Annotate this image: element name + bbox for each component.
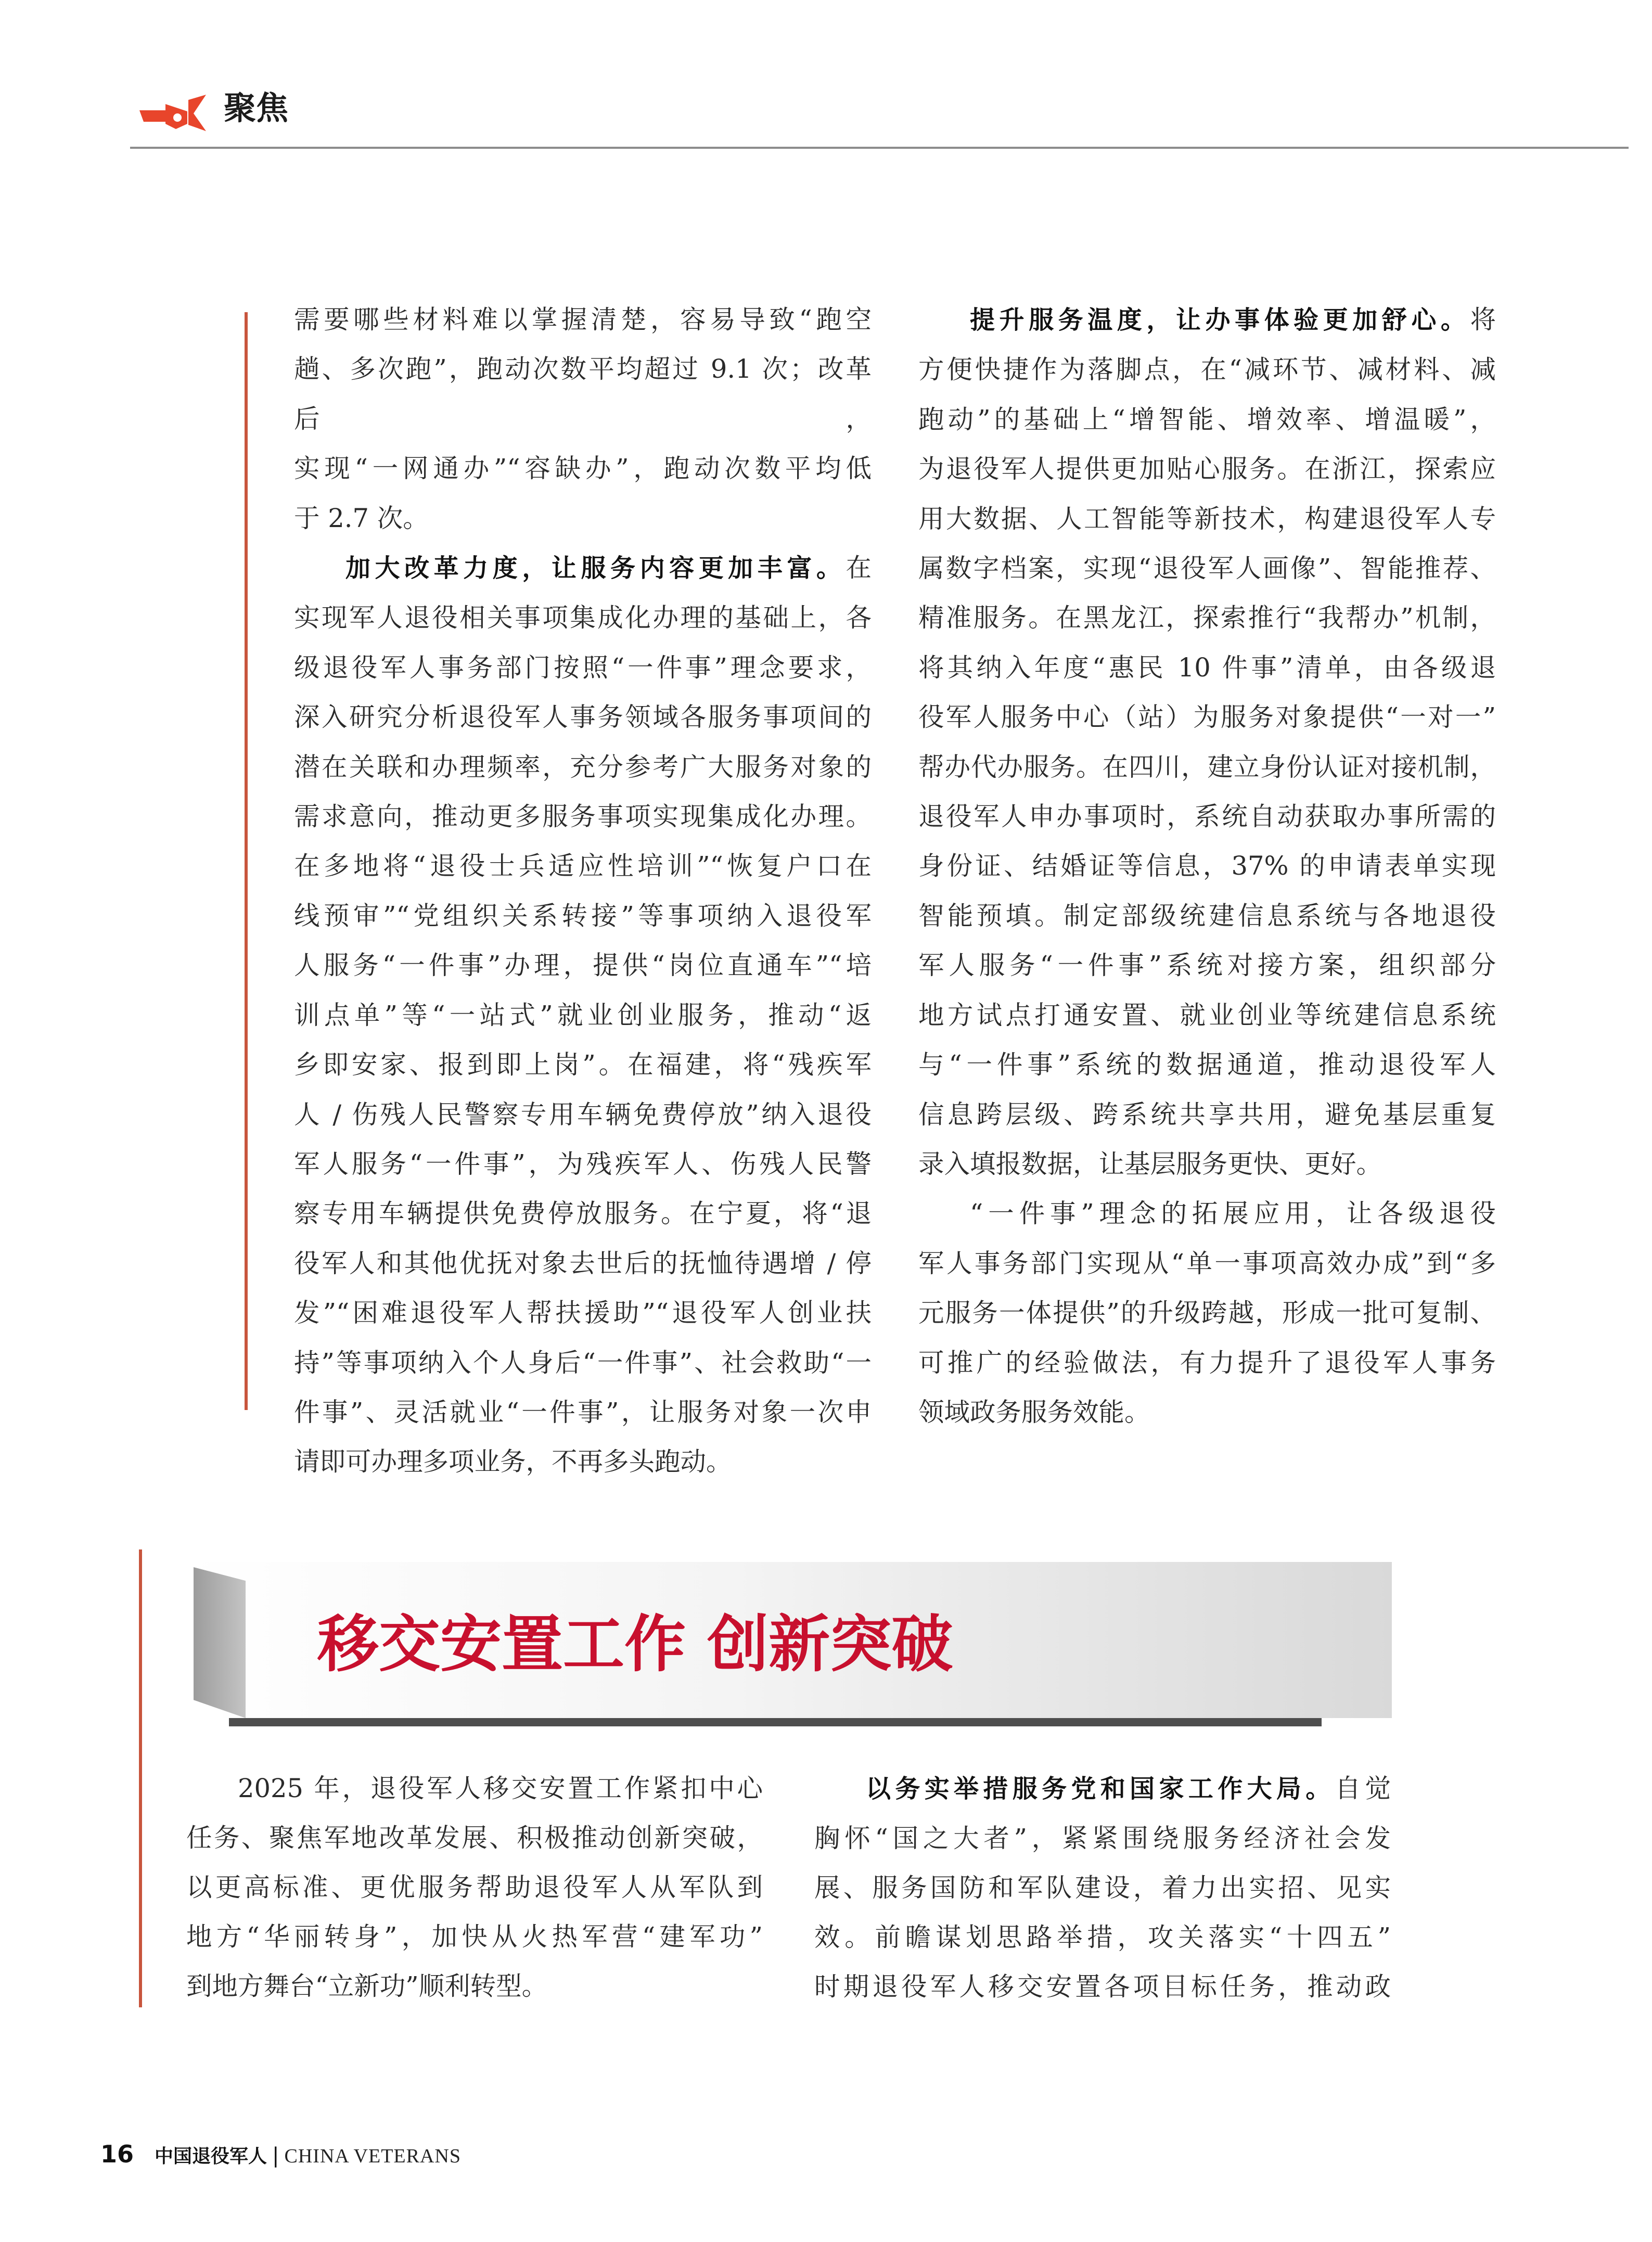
- section-accent-bar: [139, 1549, 142, 2007]
- text-line: 退役军人申办事项时，系统自动获取办事所需的: [918, 801, 1496, 832]
- text-line: 军人服务“一件事”，为残疾军人、伤残人民警: [294, 1148, 872, 1179]
- text-line: 元服务一体提供”的升级跨越，形成一批可复制、: [918, 1298, 1496, 1328]
- header-divider: [130, 147, 1629, 149]
- text-line: 实现“一网通办”“容缺办”，跑动次数平均低: [294, 453, 872, 484]
- text-line: 人 / 伤残人民警察专用车辆免费停放”纳入退役: [294, 1099, 872, 1130]
- text-line: 用大数据、人工智能等新技术，构建退役军人专: [918, 503, 1496, 534]
- text-line: 训点单”等“一站式”就业创业服务，推动“返: [294, 1000, 872, 1030]
- text-line: 役军人服务中心（站）为服务对象提供“一对一”: [918, 702, 1496, 733]
- text-line: 帮办代办服务。在四川，建立身份认证对接机制，: [918, 751, 1496, 782]
- text-line: 请即可办理多项业务，不再多头跑动。: [294, 1446, 732, 1477]
- banner-fold: [194, 1567, 246, 1718]
- left-accent-bar: [245, 312, 248, 1410]
- text-line: 将其纳入年度“惠民 10 件事”清单，由各级退: [918, 652, 1496, 683]
- text-line: 跑动”的基础上“增智能、增效率、增温暖”，: [918, 404, 1496, 434]
- text-line: 察专用车辆提供免费停放服务。在宁夏，将“退: [294, 1198, 872, 1229]
- magazine-name-en: CHINA VETERANS: [284, 2145, 462, 2167]
- page-number: 16: [100, 2140, 134, 2168]
- text-line: 与“一件事”系统的数据通道，推动退役军人: [918, 1049, 1496, 1080]
- text-line: 需要哪些材料难以掌握清楚，容易导致“跑空: [294, 304, 872, 335]
- text-line: 方便快捷作为落脚点，在“减环节、减材料、减: [918, 354, 1496, 385]
- text-line: 到地方舞台“立新功”顺利转型。: [186, 1971, 548, 2001]
- text-line: 领域政务服务效能。: [918, 1397, 1150, 1427]
- reform-heading: 加大改革力度，让服务内容更加丰富。: [345, 554, 846, 583]
- section-banner-title: 移交安置工作 创新突破: [317, 1608, 953, 1680]
- text-line: 胸怀“国之大者”，紧紧围绕服务经济社会发: [814, 1823, 1391, 1853]
- text-line: 件事”、灵活就业“一件事”，让服务对象一次申: [294, 1397, 872, 1427]
- text-line: 乡即安家、报到即上岗”。在福建，将“残疾军: [294, 1049, 872, 1080]
- text-line: 录入填报数据，让基层服务更快、更好。: [918, 1148, 1382, 1179]
- text-line: 信息跨层级、跨系统共享共用，避免基层重复: [918, 1099, 1496, 1130]
- text-line: 地方“华丽转身”，加快从火热军营“建军功”: [186, 1921, 763, 1952]
- text-line: 人服务“一件事”办理，提供“岗位直通车”“培: [294, 950, 872, 981]
- text-line: “一件事”理念的拓展应用，让各级退役: [970, 1198, 1496, 1229]
- page-footer: [100, 2138, 461, 2170]
- service-heading: 以务实举措服务党和国家工作大局。: [866, 1774, 1335, 1803]
- magazine-name: 中国退役军人: [155, 2146, 267, 2167]
- paragraph-warmth-start: [918, 295, 1496, 345]
- text-line: 实现军人退役相关事项集成化办理的基础上，各: [294, 603, 872, 633]
- section-title: 聚焦: [224, 89, 289, 127]
- text-line: 线预审”“党组织关系转接”等事项纳入退役军: [294, 900, 872, 931]
- text-line: 展、服务国防和军队建设，着力出实招、见实: [814, 1873, 1391, 1903]
- section2-right-column: [814, 1764, 1391, 2012]
- paragraph-reform-start: [294, 543, 872, 593]
- article-right-column: [918, 295, 1496, 1437]
- text-line: 可推广的经验做法，有力提升了退役军人事务: [918, 1347, 1496, 1378]
- warmth-heading: 提升服务温度，让办事体验更加舒心。: [970, 305, 1470, 335]
- text-line: 军人事务部门实现从“单一事项高效办成”到“多: [918, 1248, 1496, 1278]
- footer-separator: |: [272, 2144, 279, 2168]
- text-line: 智能预填。制定部级统建信息系统与各地退役: [918, 900, 1496, 931]
- article-left-column: [294, 295, 872, 1487]
- text-line: 需求意向，推动更多服务事项实现集成化办理。: [294, 801, 872, 832]
- text-line: 为退役军人提供更加贴心服务。在浙江，探索应: [918, 454, 1496, 484]
- text-line: 深入研究分析退役军人事务领域各服务事项间的: [294, 702, 872, 733]
- section2-left-column: [186, 1764, 763, 2011]
- text-line: 在多地将“退役士兵适应性培训”“恢复户口在: [294, 851, 872, 881]
- text-line: 在: [846, 553, 872, 583]
- text-line: 精准服务。在黑龙江，探索推行“我帮办”机制，: [918, 603, 1496, 633]
- text-line: 役军人和其他优抚对象去世后的抚恤待遇增 / 停: [294, 1248, 872, 1278]
- text-line: 地方试点打通安置、就业创业等统建信息系统: [918, 1000, 1496, 1030]
- text-line: 时期退役军人移交安置各项目标任务，推动政: [814, 1971, 1391, 2002]
- text-line: 潜在关联和办理频率，充分参考广大服务对象的: [294, 751, 872, 782]
- header-logo-icon: [139, 93, 207, 134]
- text-line: 军人服务“一件事”系统对接方案，组织部分: [918, 950, 1496, 981]
- text-line: 趟、多次跑”，跑动次数平均超过 9.1 次；改革后，: [294, 354, 872, 434]
- text-line: 效。前瞻谋划思路举措，攻关落实“十四五”: [814, 1922, 1391, 1952]
- text-line: 级退役军人事务部门按照“一件事”理念要求，: [294, 652, 872, 683]
- paragraph-service-start: [814, 1764, 1391, 1814]
- text-line: 身份证、结婚证等信息，37% 的申请表单实现: [918, 851, 1496, 881]
- text-line: 任务、聚焦军地改革发展、积极推动创新突破，: [186, 1823, 763, 1853]
- text-line: 2025 年，退役军人移交安置工作紧扣中心: [238, 1773, 763, 1803]
- text-line: 发”“困难退役军人帮扶援助”“退役军人创业扶: [294, 1298, 872, 1328]
- text-line: 自觉: [1335, 1773, 1391, 1803]
- text-line: 持”等事项纳入个人身后“一件事”、社会救助“一: [294, 1347, 872, 1378]
- text-line: 将: [1470, 304, 1496, 335]
- text-line: 属数字档案，实现“退役军人画像”、智能推荐、: [918, 553, 1496, 584]
- text-line: 于 2.7 次。: [294, 503, 429, 533]
- text-line: 以更高标准、更优服务帮助退役军人从军队到: [186, 1872, 763, 1902]
